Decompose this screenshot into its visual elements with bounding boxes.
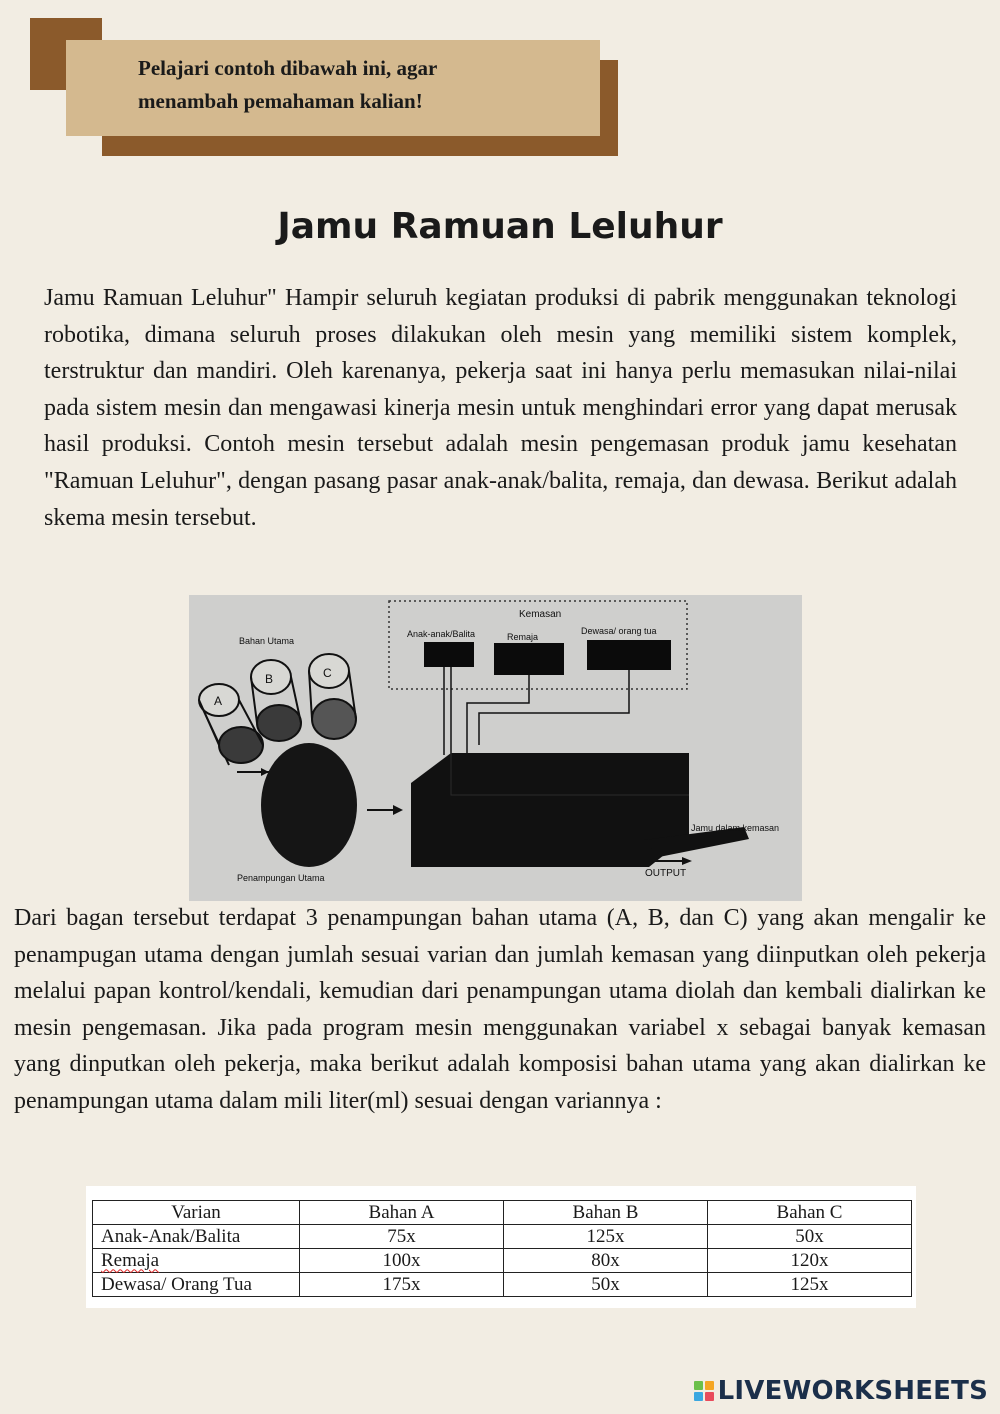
row-remaja-bahan-c: 120x	[708, 1249, 912, 1273]
composition-table	[92, 1200, 912, 1297]
table-row	[93, 1273, 912, 1297]
packaging-machine	[411, 753, 689, 867]
row-anak-varian: Anak-Anak/Balita	[93, 1225, 300, 1249]
header-bahan-c: Bahan C	[708, 1201, 912, 1225]
penampungan-label: Penampungan Utama	[237, 873, 325, 883]
header-bahan-a: Bahan A	[300, 1201, 504, 1225]
banner-text	[138, 52, 586, 118]
explanation-paragraph: Dari bagan tersebut terdapat 3 penampungan bahan utama (A, B, dan C) yang akan mengalir ke penampugan utama dengan jumlah sesuai varian dan jumlah kemasan yang diinputkan oleh pekerja melalui papan kontrol/kendali, kemudian dari penampungan utama diolah dan kembali dialirkan ke mesin pengemasan. Jika pada program mesin menggunakan variabel x sebagai banyak kemasan yang dinputkan oleh pekerja, maka berikut adalah komposisi bahan utama yang akan dialirkan ke penampungan utama dalam mili liter(ml) sesuai dengan variannya :	[14, 905, 986, 1114]
composition-table-container	[86, 1186, 916, 1308]
liveworksheets-logo-icon	[694, 1381, 714, 1401]
output-label: OUTPUT	[645, 868, 687, 879]
tank-a-label: A	[214, 694, 223, 708]
row-dewasa-bahan-a: 175x	[300, 1273, 504, 1297]
pkg-anak-label: Anak-anak/Balita	[407, 629, 476, 639]
table-row	[93, 1249, 912, 1273]
tank-c	[309, 654, 356, 739]
pkg-dewasa-label: Dewasa/ orang tua	[581, 626, 657, 636]
tank-b	[251, 660, 301, 741]
row-dewasa-varian: Dewasa/ Orang Tua	[93, 1273, 300, 1297]
row-dewasa-bahan-b: 50x	[504, 1273, 708, 1297]
kemasan-label: Kemasan	[519, 609, 562, 620]
row-remaja-varian	[93, 1249, 300, 1273]
page-title: Jamu Ramuan Leluhur	[277, 206, 723, 247]
row-anak-bahan-b: 125x	[504, 1225, 708, 1249]
banner-text-line2: menambah pemahaman kalian!	[138, 89, 423, 113]
intro-paragraph: Jamu Ramuan Leluhur" Hampir seluruh kegiatan produksi di pabrik menggunakan teknologi robotika, dimana seluruh proses dilakukan oleh mesin yang memiliki sistem komplek, terstruktur dan mandiri. Oleh karenanya, pekerja saat ini hanya perlu memasukan nilai-nilai pada sistem mesin dan mengawasi kinerja mesin untuk menghindari error yang dapat merusak hasil produksi. Contoh mesin tersebut adalah mesin pengemasan produk jamu kesehatan "Ramuan Leluhur", dengan pasang pasar anak-anak/balita, remaja, dan dewasa. Berikut adalah skema mesin tersebut.	[44, 285, 957, 531]
table-row	[93, 1225, 912, 1249]
liveworksheets-logo[interactable]	[694, 1374, 988, 1408]
pkg-remaja-label: Remaja	[507, 632, 539, 642]
row-remaja-bahan-a: 100x	[300, 1249, 504, 1273]
machine-schematic	[189, 595, 802, 901]
row-anak-bahan-a: 75x	[300, 1225, 504, 1249]
header-varian: Varian	[93, 1201, 300, 1225]
table-header-row	[93, 1201, 912, 1225]
instruction-banner	[66, 40, 600, 136]
main-holding-tank	[261, 743, 357, 867]
tank-b-label: B	[265, 672, 274, 686]
logo-text: LIVEWORKSHEETS	[717, 1376, 988, 1406]
tank-c-label: C	[323, 666, 332, 680]
row-dewasa-bahan-c: 125x	[708, 1273, 912, 1297]
package-feed-lines	[444, 667, 629, 755]
row-remaja-bahan-b: 80x	[504, 1249, 708, 1273]
row-anak-bahan-c: 50x	[708, 1225, 912, 1249]
pkg-dewasa-box	[587, 640, 671, 670]
machine-schematic-drawing	[189, 595, 802, 901]
banner-text-line1: Pelajari contoh dibawah ini, agar	[138, 56, 438, 80]
pkg-remaja-box	[494, 643, 564, 675]
header-bahan-b: Bahan B	[504, 1201, 708, 1225]
jamu-kemasan-label: Jamu dalam kemasan	[691, 823, 780, 833]
pkg-anak-box	[424, 642, 474, 667]
bahan-utama-label: Bahan Utama	[239, 636, 295, 646]
row-remaja-varian-text: Remaja	[101, 1249, 160, 1271]
